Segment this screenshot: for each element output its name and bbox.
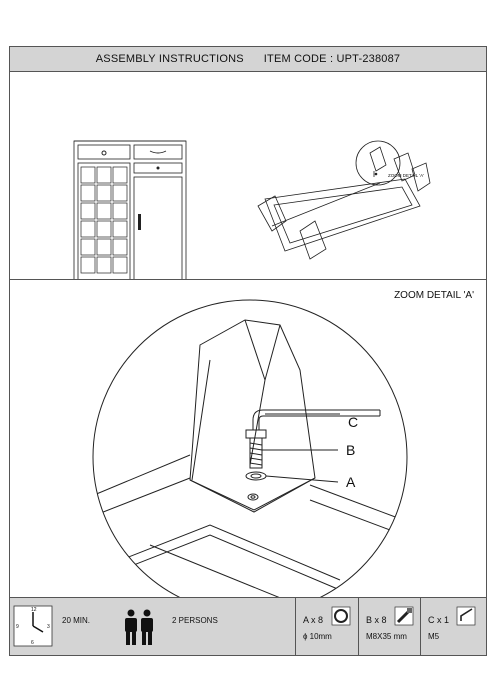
footer-divider <box>420 598 421 655</box>
part-a-qty: A x 8 <box>303 615 324 625</box>
drawer-knob-icon <box>102 151 106 155</box>
door-handle-icon <box>138 214 141 230</box>
part-c-spec: M5 <box>428 632 440 641</box>
clock-icon <box>14 606 52 646</box>
overview-zoom-label: ZOOM DETAIL 'A' <box>388 173 424 178</box>
footer-divider <box>295 598 296 655</box>
zoom-detail-title: ZOOM DETAIL 'A' <box>394 290 474 301</box>
footer-divider <box>358 598 359 655</box>
washer-icon <box>332 607 350 625</box>
svg-text:3: 3 <box>47 624 50 630</box>
instruction-sheet <box>9 46 487 656</box>
svg-text:12: 12 <box>31 607 37 613</box>
item-code: ITEM CODE : UPT-238087 <box>263 53 401 65</box>
part-b-qty: B x 8 <box>366 615 387 625</box>
header-bar <box>10 47 486 72</box>
callout-c: C <box>348 414 359 430</box>
two-persons-icon <box>125 610 153 646</box>
assembly-time: 20 MIN. <box>62 616 91 625</box>
cabinet-door <box>134 177 182 279</box>
footer-icons <box>10 598 486 655</box>
part-b-spec: M8X35 mm <box>366 632 407 641</box>
part-a-spec: ɸ 10mm <box>303 632 332 641</box>
bolt-icon <box>395 607 413 625</box>
document-title: ASSEMBLY INSTRUCTIONS <box>95 53 244 65</box>
zoom-drawing <box>10 280 486 597</box>
footer-bar <box>10 598 486 655</box>
overview-panel <box>10 71 486 280</box>
callout-b: B <box>346 442 356 458</box>
base-frame-drawing <box>258 141 430 259</box>
zoom-detail-panel <box>10 280 486 598</box>
drawer-handle-icon <box>150 151 166 153</box>
svg-text:9: 9 <box>16 624 19 630</box>
allen-key-icon <box>457 607 475 625</box>
svg-text:6: 6 <box>31 640 34 646</box>
part-c-qty: C x 1 <box>428 615 450 625</box>
persons-required: 2 PERSONS <box>172 616 218 625</box>
callout-a: A <box>346 474 356 490</box>
